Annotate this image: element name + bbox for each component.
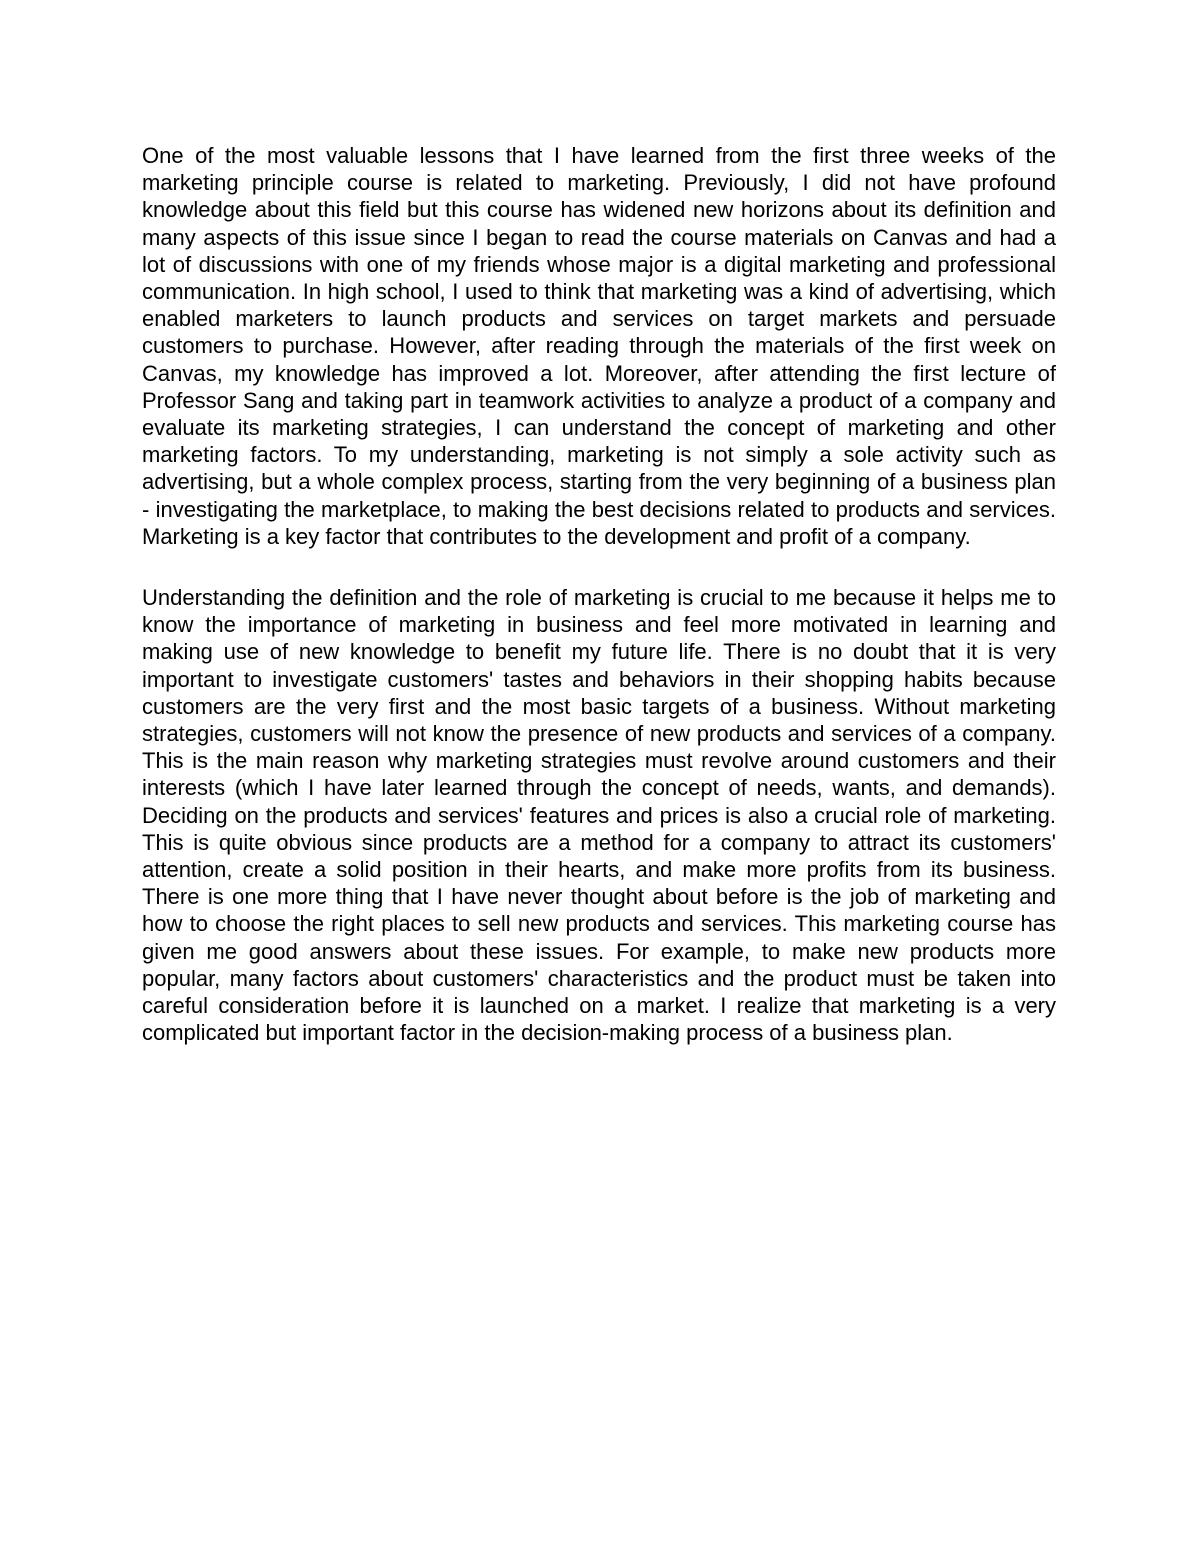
paragraph-2: Understanding the definition and the role of marketing is crucial to me because it helps me to know the importance of marketing in business and feel more motivated in learning and making use of new knowledge to benefit my future life. There is no doubt that it is very important to investigate customers' tastes and behaviors in their shopping habits because customers are the very first and the most basic targets of a business. Without marketing strategies, customers will not know the presence of new products and services of a company. This is the main reason why marketing strategies must revolve around customers and their interests (which I have later learned through the concept of needs, wants, and demands). Deciding on the products and services' features and prices is also a crucial role of marketing. This is quite obvious since products are a method for a company to attract its customers' attention, create a solid position in their hearts, and make more profits from its business. There is one more thing that I have never thought about before is the job of marketing and how to choose the right places to sell new products and services. This marketing course has given me good answers about these issues. For example, to make new products more popular, many factors about customers' characteristics and the product must be taken into careful consideration before it is launched on a market. I realize that marketing is a very complicated but important factor in the decision-making process of a business plan. [142,585,1056,1046]
document-body [142,142,1056,1047]
paragraph-1: One of the most valuable lessons that I have learned from the first three weeks of the marketing principle course is related to marketing. Previously, I did not have profound knowledge about this field but this course has widened new horizons about its definition and many aspects of this issue since I began to read the course materials on Canvas and had a lot of discussions with one of my friends whose major is a digital marketing and professional communication. In high school, I used to think that marketing was a kind of advertising, which enabled marketers to launch products and services on target markets and persuade customers to purchase. However, after reading through the materials of the first week on Canvas, my knowledge has improved a lot. Moreover, after attending the first lecture of Professor Sang and taking part in teamwork activities to analyze a product of a company and evaluate its marketing strategies, I can understand the concept of marketing and other marketing factors. To my understanding, marketing is not simply a sole activity such as advertising, but a whole complex process, starting from the very beginning of a business plan - investigating the marketplace, to making the best decisions related to products and services. Marketing is a key factor that contributes to the development and profit of a company. [142,143,1056,549]
